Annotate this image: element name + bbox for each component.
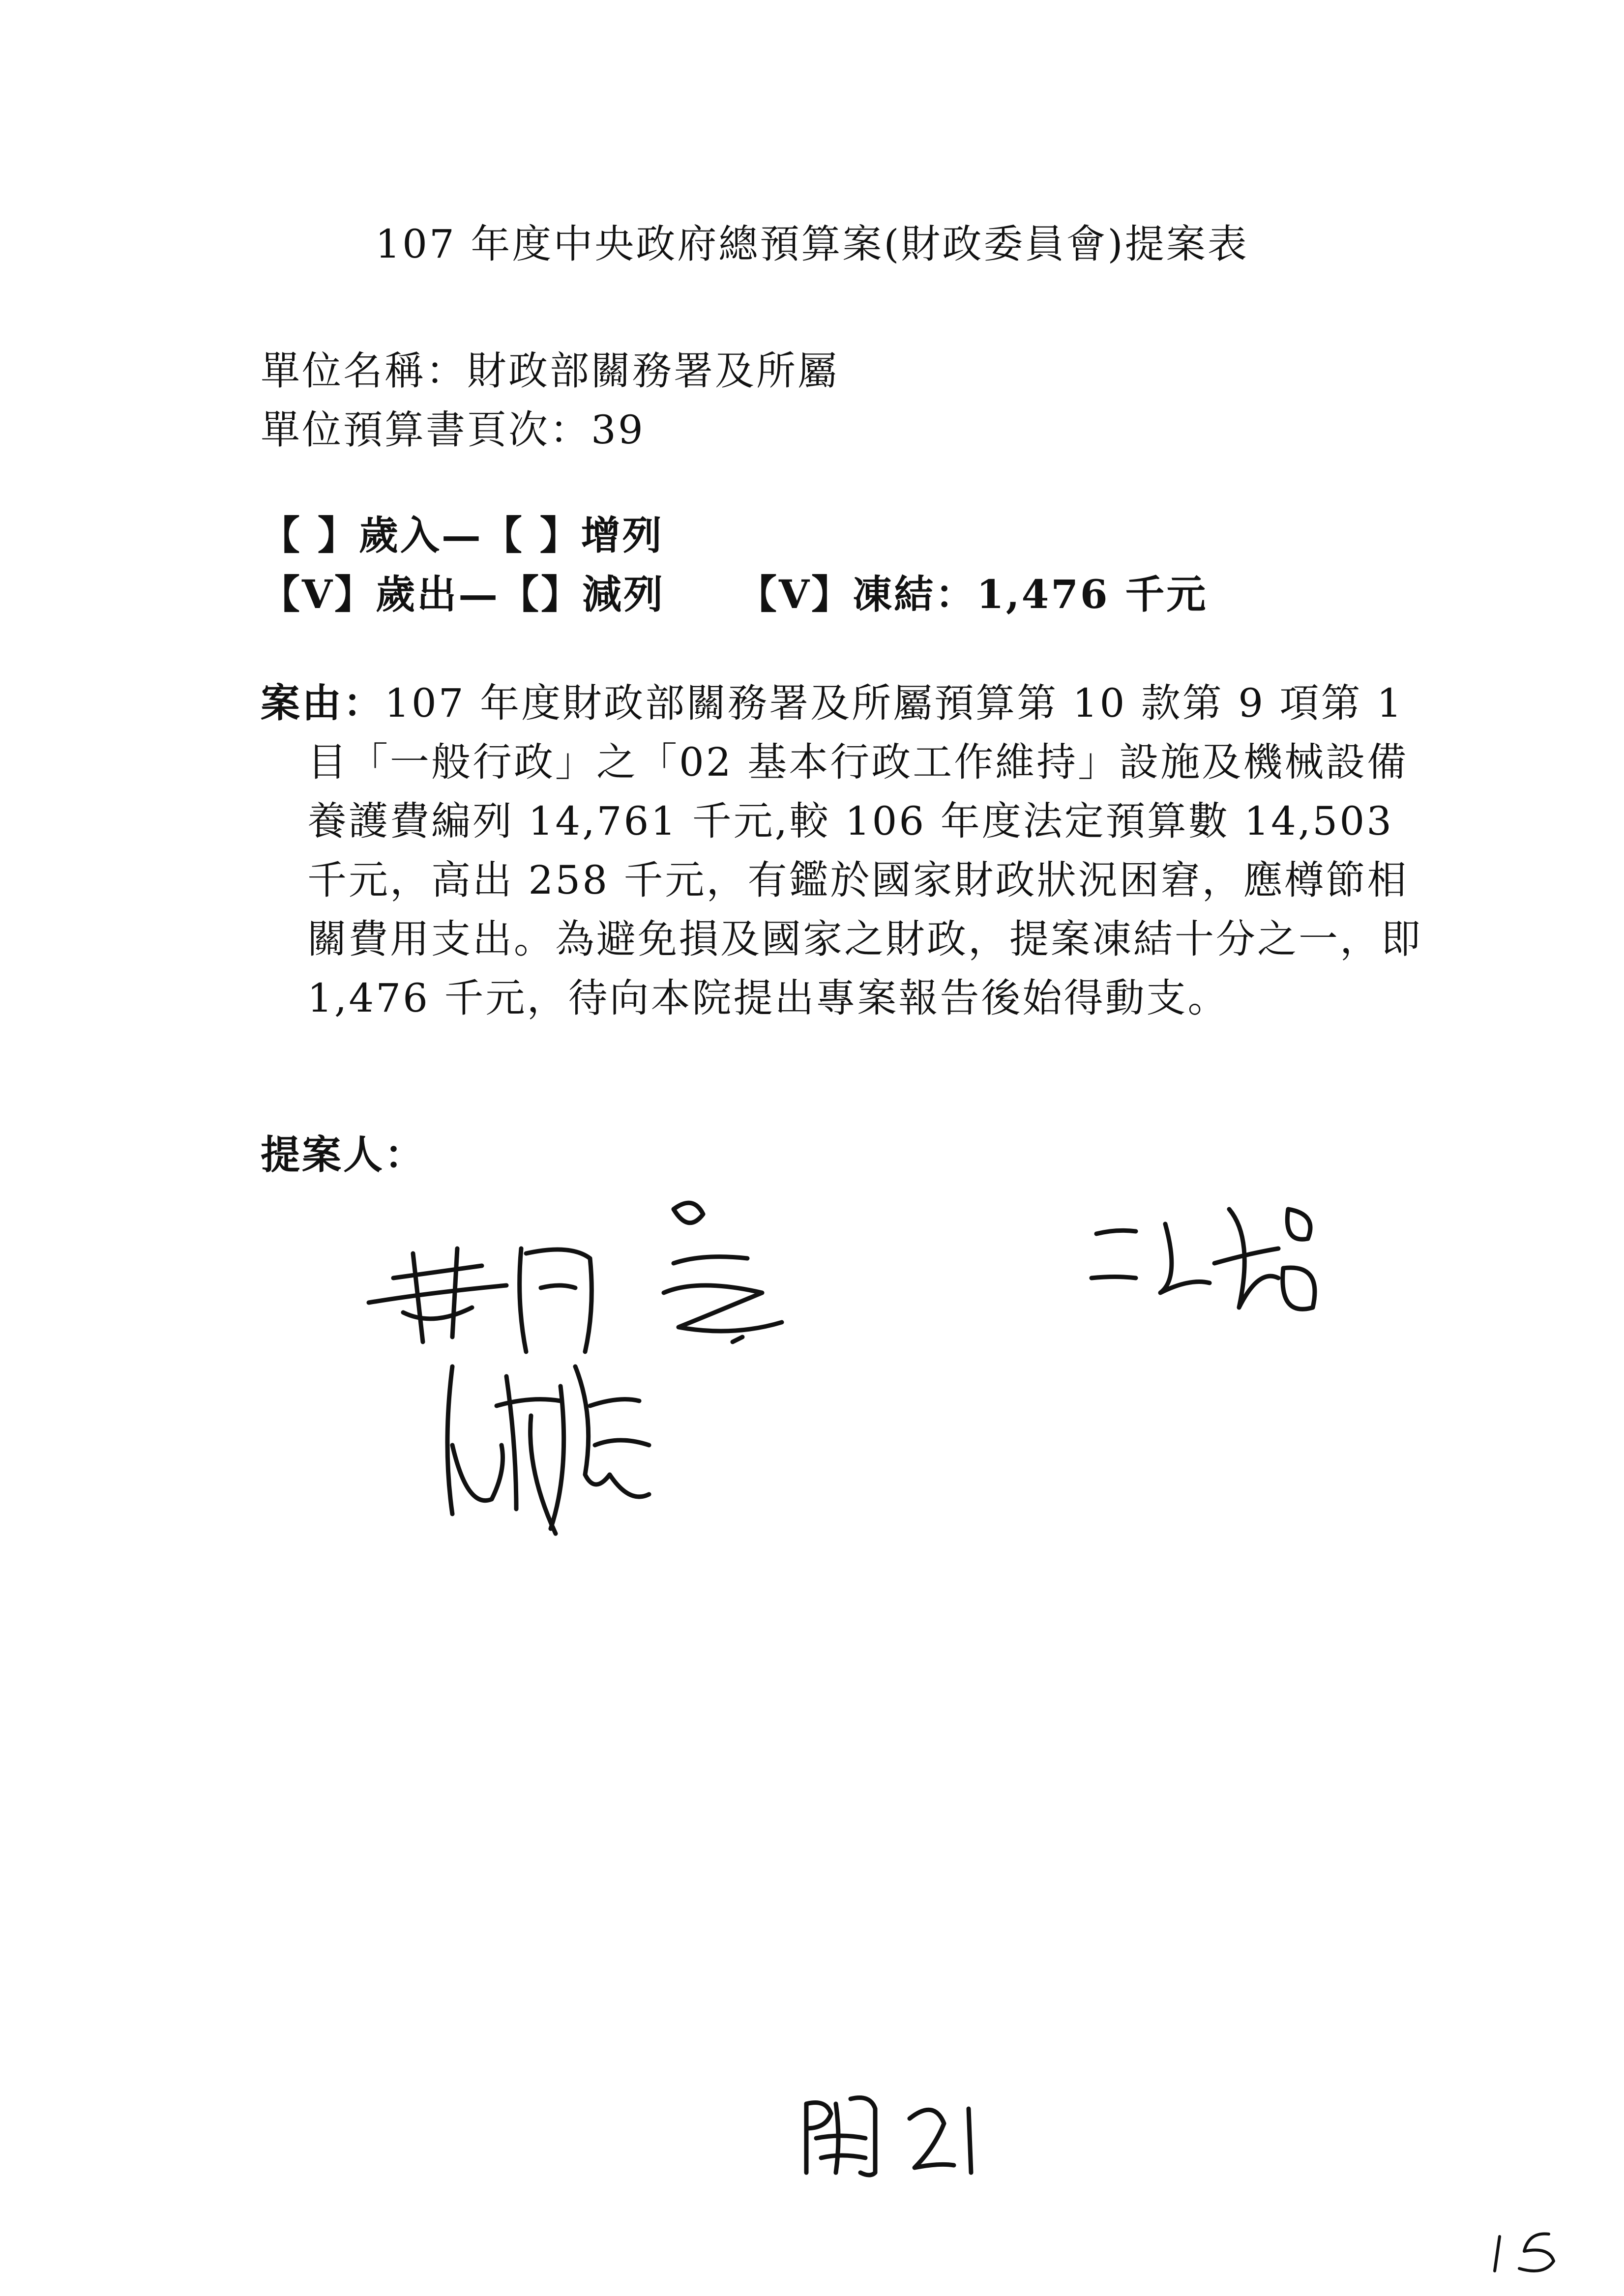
proposer-label: 提案人：: [261, 1132, 426, 1178]
budget-page: 單位預算書頁次：39: [261, 407, 645, 453]
reason-section: [261, 673, 1431, 1028]
signature-3: [433, 1347, 708, 1553]
signature-2: [1082, 1180, 1357, 1337]
reason-text: 107 年度財政部關務署及所屬預算第 10 款第 9 項第 1 目「一般行政」之「02 基本行政工作維持」設施及機械設備養護費編列 14,761 千元,較 106 年度法定預算數 14,503 千元，高出 258 千元，有鑑於國家財政狀況困窘，應樽節相關費用支出。為避免損及國家之財政，提案凍結十分之一，即 1,476 千元，待向本院提出專案報告後始得動支。: [307, 680, 1422, 1021]
page-marker: [797, 2089, 993, 2187]
unit-name: 單位名稱：財政部關務署及所屬: [261, 348, 839, 394]
signature-1: [359, 1180, 924, 1366]
option-expenditure-decrease: 【V】歲出—【】減列: [261, 571, 665, 617]
option-revenue-increase: 【 】歲入—【 】增列: [261, 512, 664, 558]
page-number: [1485, 2222, 1573, 2281]
option-freeze: 【V】凍結：1,476 千元: [738, 571, 1208, 617]
document-title: 107 年度中央政府總預算案(財政委員會)提案表: [375, 221, 1249, 267]
reason-label: 案由：: [261, 680, 384, 726]
